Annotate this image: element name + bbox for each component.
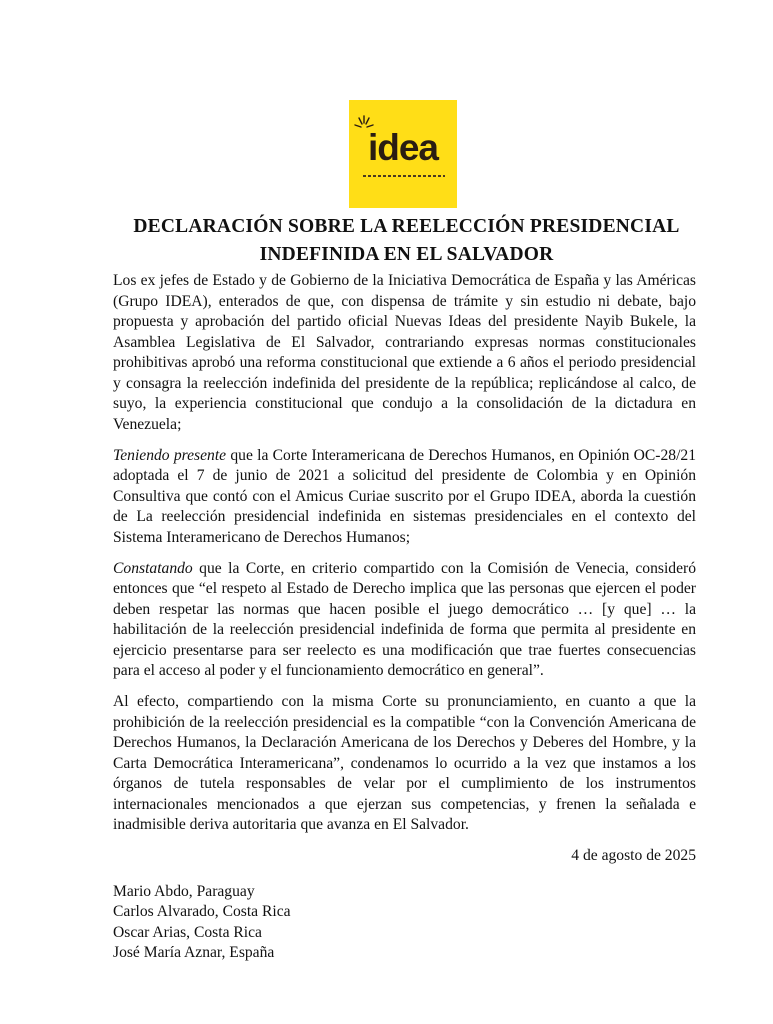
signer: Mario Abdo, Paraguay	[113, 882, 255, 900]
signer: Carlos Alvarado, Costa Rica	[113, 903, 291, 920]
paragraph-text: Los ex jefes de Estado y de Gobierno de la Iniciativa Democrática de España y las Américas (Grupo IDEA), enterados de que, con dispensa de trámite y sin estudio ni debate, bajo propuesta y aprobación del partido oficial Nuevas Ideas del presidente Nayib Bukele, la Asamblea Legislativa de El Salvador, contrariando expresas normas constitucionales prohibitivas aprobó una reforma constitucional que extiende a 6 años el periodo presidencial y consagra la reelección indefinida del presidente de la república; replicándose al calco, de suyo, la experiencia constitucional que condujo a la consolidación de la dictadura en Venezuela;	[113, 272, 696, 433]
signer: Oscar Arias, Costa Rica	[113, 923, 262, 941]
declaration-body	[113, 271, 696, 964]
document-date: 4 de agosto de 2025	[571, 847, 696, 864]
logo-wordmark: idea	[367, 127, 439, 168]
paragraph-3	[113, 559, 696, 682]
idea-logo	[349, 100, 457, 208]
paragraph-lead: Constatando	[113, 559, 193, 577]
paragraph-2	[113, 446, 696, 549]
paragraph-text: que la Corte, en criterio compartido con la Comisión de Venecia, consideró entonces que “el respeto al Estado de Derecho implica que las personas que ejercen el poder deben respetar las normas que hacen posible el juego democrático … [y que] … la habilitación de la reelección presidencial indefinida de forma que permita al presidente en ejercicio presentarse para ser reelecto es una modificación que trae fuertes consecuencias para el acceso al poder y el funcionamiento democrático en general”.	[113, 559, 696, 679]
signers-list	[113, 882, 696, 964]
logo-tagline-line	[363, 175, 445, 177]
signer: José María Aznar, España	[113, 944, 275, 961]
paragraph-lead: Teniendo presente	[113, 446, 227, 464]
paragraph-1	[113, 271, 696, 435]
document-title	[60, 213, 753, 269]
title-line-1: DECLARACIÓN SOBRE LA REELECCIÓN PRESIDENCIAL	[133, 216, 680, 237]
paragraph-text: que la Corte Interamericana de Derechos Humanos, en Opinión OC-28/21 adoptada el 7 de junio de 2021 a solicitud del presidente de Colombia y en Opinión Consultiva que contó con el Amicus Curiae suscrito por el Grupo IDEA, aborda la cuestión de La reelección presidencial indefinida en sistemas presidenciales en el contexto del Sistema Interamericano de Derechos Humanos;	[113, 446, 696, 546]
paragraph-text: Al efecto, compartiendo con la misma Corte su pronunciamiento, en cuanto a que la prohibición de la reelección presidencial es la compatible “con la Convención Americana de Derechos Humanos, la Declaración Americana de los Derechos y Deberes del Hombre, y la Carta Democrática Interamericana”, condenamos lo ocurrido a la vez que instamos a los órganos de tutela responsables de velar por el cumplimiento de los instrumentos internacionales mencionados a que ejerzan sus competencias, y frenen la señalada e inadmisible deriva autoritaria que avanza en El Salvador.	[113, 693, 696, 833]
title-line-2: INDEFINIDA EN EL SALVADOR	[259, 244, 554, 265]
paragraph-4	[113, 692, 696, 836]
